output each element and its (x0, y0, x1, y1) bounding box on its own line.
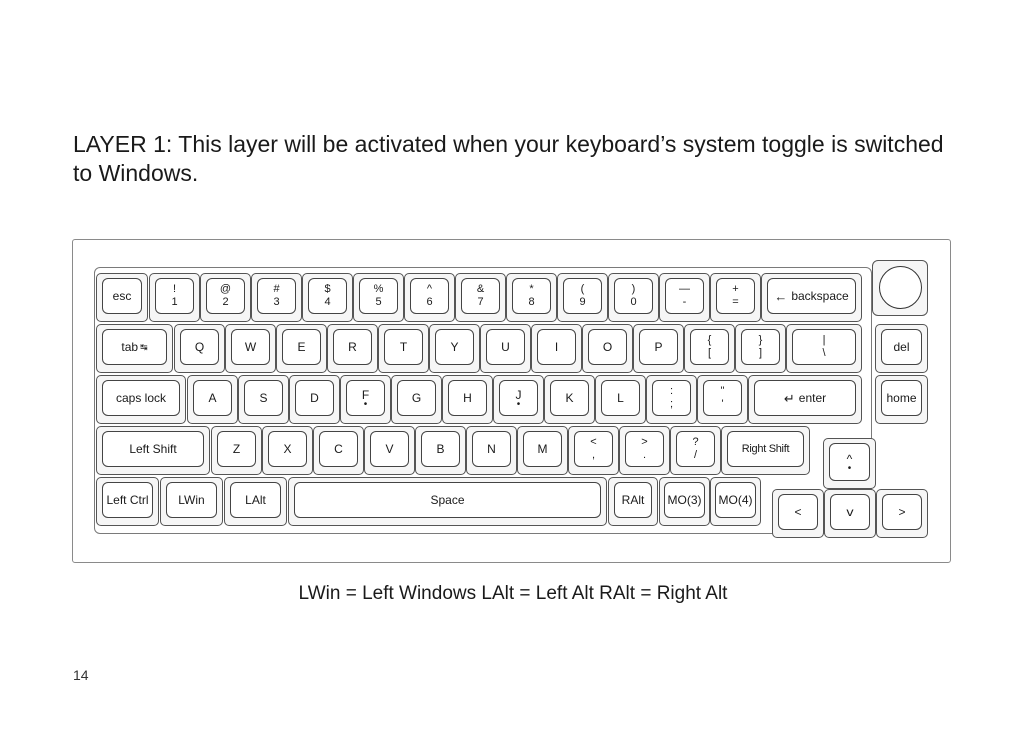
key-slash (670, 426, 721, 475)
key-esc (96, 273, 148, 322)
key-r-label: R (348, 339, 357, 354)
key-mo4-label: MO(4) (718, 492, 753, 507)
key-a (187, 375, 238, 424)
rotary-knob (872, 260, 928, 316)
key-o (582, 324, 633, 373)
key-t (378, 324, 429, 373)
key-7-top: & (476, 283, 485, 295)
key-q-label: Q (194, 339, 205, 354)
key-home (875, 375, 928, 424)
key-1-top: ! (172, 283, 177, 295)
key-d (289, 375, 340, 424)
key-backspace (761, 273, 862, 322)
key-w (225, 324, 276, 373)
key-ralt (608, 477, 658, 526)
key-z (211, 426, 262, 475)
key-period-bottom: . (642, 449, 647, 461)
homing-dot-icon: • (363, 398, 368, 410)
key-5-top: % (373, 283, 384, 295)
key-y (429, 324, 480, 373)
key-f (340, 375, 391, 424)
key-1 (149, 273, 200, 322)
key-d-label: D (310, 390, 319, 405)
key-backslash-bottom: \ (822, 347, 826, 359)
key-6-top: ^ (426, 283, 433, 295)
key-w-label: W (244, 339, 257, 354)
key-lwin (160, 477, 223, 526)
key-j (493, 375, 544, 424)
key-m-label: M (537, 441, 548, 456)
key-h-label: H (463, 390, 472, 405)
key-left-ctrl (96, 477, 159, 526)
key-6-bottom: 6 (426, 296, 433, 308)
key-2 (200, 273, 251, 322)
key-right-bracket-bottom: ] (758, 347, 763, 359)
key-space (288, 477, 607, 526)
page-number: 14 (73, 667, 89, 683)
left-chevron-icon: < (794, 504, 802, 519)
key-left-shift-label: Left Shift (129, 441, 177, 456)
key-n-label: N (487, 441, 496, 456)
key-4-top: $ (324, 283, 331, 295)
key-enter (748, 375, 862, 424)
key-left-bracket-bottom: [ (707, 347, 712, 359)
key-p-label: P (654, 339, 663, 354)
key-left-bracket (684, 324, 735, 373)
key-9-bottom: 9 (579, 296, 586, 308)
key-equal (710, 273, 761, 322)
key-m (517, 426, 568, 475)
key-z-label: Z (232, 441, 241, 456)
left-arrow-icon: ← (774, 288, 788, 304)
key-g-label: G (411, 390, 422, 405)
key-3 (251, 273, 302, 322)
key-e (276, 324, 327, 373)
abbreviation-legend: LWin = Left Windows LAlt = Left Alt RAlt = Right Alt (298, 583, 728, 604)
down-chevron-icon: v (846, 504, 854, 519)
key-left (772, 489, 824, 538)
key-ralt-label: RAlt (621, 492, 645, 507)
key-b-label: B (436, 441, 445, 456)
key-x (262, 426, 313, 475)
key-s-label: S (259, 390, 268, 405)
key-slash-top: ? (692, 436, 699, 448)
key-minus-top: — (679, 283, 690, 295)
key-backslash (786, 324, 862, 373)
key-comma-top: < (590, 436, 597, 448)
key-period-top: > (641, 436, 648, 448)
key-l (595, 375, 646, 424)
key-2-bottom: 2 (222, 296, 229, 308)
key-k (544, 375, 595, 424)
key-space-label: Space (430, 492, 465, 507)
key-9 (557, 273, 608, 322)
key-3-top: # (273, 283, 280, 295)
key-7-bottom: 7 (477, 296, 484, 308)
key-right-shift-label: Right Shift (741, 442, 790, 455)
key-mo3-label: MO(3) (667, 492, 702, 507)
key-f-label: F (361, 387, 370, 402)
key-caps-lock (96, 375, 186, 424)
key-v-label: V (385, 441, 394, 456)
key-comma-bottom: , (591, 449, 596, 461)
key-quote (697, 375, 748, 424)
key-comma (568, 426, 619, 475)
key-up (823, 438, 876, 489)
key-l-label: L (617, 390, 624, 405)
key-1-bottom: 1 (171, 296, 178, 308)
key-0 (608, 273, 659, 322)
key-period (619, 426, 670, 475)
key-i (531, 324, 582, 373)
key-minus (659, 273, 710, 322)
key-v (364, 426, 415, 475)
key-esc-label: esc (112, 288, 132, 303)
key-slash-bottom: / (693, 449, 698, 461)
key-4-bottom: 4 (324, 296, 331, 308)
key-minus-bottom: - (682, 296, 687, 308)
key-h (442, 375, 493, 424)
key-2-top: @ (219, 283, 232, 295)
key-backslash-top: | (822, 334, 826, 346)
key-a-label: A (208, 390, 217, 405)
key-b (415, 426, 466, 475)
key-mo4 (710, 477, 761, 526)
key-n (466, 426, 517, 475)
key-equal-top: + (732, 283, 739, 295)
key-5 (353, 273, 404, 322)
key-lalt-label: LAlt (245, 492, 266, 507)
key-9-top: ( (580, 283, 585, 295)
key-u-label: U (501, 339, 510, 354)
key-c (313, 426, 364, 475)
key-lwin-label: LWin (178, 492, 205, 507)
key-o-label: O (602, 339, 613, 354)
rotary-knob-icon (879, 266, 922, 309)
key-8-bottom: 8 (528, 296, 535, 308)
key-semicolon-bottom: ; (669, 398, 674, 410)
key-0-bottom: 0 (630, 296, 637, 308)
key-lalt (224, 477, 287, 526)
key-tab (96, 324, 173, 373)
return-arrow-icon: ↵ (783, 390, 795, 406)
key-quote-top: " (720, 385, 725, 397)
key-left-ctrl-label: Left Ctrl (106, 492, 149, 507)
key-caps-lock-label: caps lock (115, 390, 167, 405)
key-5-bottom: 5 (375, 296, 382, 308)
key-c-label: C (334, 441, 343, 456)
key-p (633, 324, 684, 373)
key-6 (404, 273, 455, 322)
key-tab-label: tab (121, 339, 139, 354)
key-del (875, 324, 928, 373)
key-right-bracket (735, 324, 786, 373)
homing-dot-icon: • (516, 398, 521, 410)
key-backspace-label: backspace (791, 288, 849, 303)
homing-dot-icon: • (847, 462, 852, 474)
key-x-label: X (283, 441, 292, 456)
key-8 (506, 273, 557, 322)
key-q (174, 324, 225, 373)
key-mo3 (659, 477, 710, 526)
key-quote-bottom: ' (721, 398, 724, 410)
key-r (327, 324, 378, 373)
key-semicolon-top: : (669, 385, 674, 397)
key-g (391, 375, 442, 424)
key-0-top: ) (631, 283, 636, 295)
key-k-label: K (565, 390, 574, 405)
key-semicolon (646, 375, 697, 424)
key-right (876, 489, 928, 538)
key-u (480, 324, 531, 373)
key-enter-label: enter (798, 390, 827, 405)
key-i-label: I (554, 339, 559, 354)
key-j-label: J (515, 387, 522, 402)
key-e-label: E (297, 339, 306, 354)
key-home-label: home (886, 390, 917, 405)
right-chevron-icon: > (898, 504, 906, 519)
key-left-bracket-top: { (707, 334, 712, 346)
key-4 (302, 273, 353, 322)
key-right-shift (721, 426, 810, 475)
page-heading: LAYER 1: This layer will be activated when your keyboard’s system toggle is switched to Windows. (73, 131, 944, 186)
key-8-top: * (529, 283, 534, 295)
key-s (238, 375, 289, 424)
key-y-label: Y (450, 339, 459, 354)
key-left-shift (96, 426, 210, 475)
key-7 (455, 273, 506, 322)
key-del-label: del (893, 339, 910, 354)
key-equal-bottom: = (732, 296, 739, 308)
up-arrow-icon: ^ (846, 451, 853, 466)
key-3-bottom: 3 (273, 296, 280, 308)
tab-icon: ↹ (140, 341, 148, 352)
key-t-label: T (399, 339, 408, 354)
key-down (824, 489, 876, 538)
key-right-bracket-top: } (758, 334, 763, 346)
